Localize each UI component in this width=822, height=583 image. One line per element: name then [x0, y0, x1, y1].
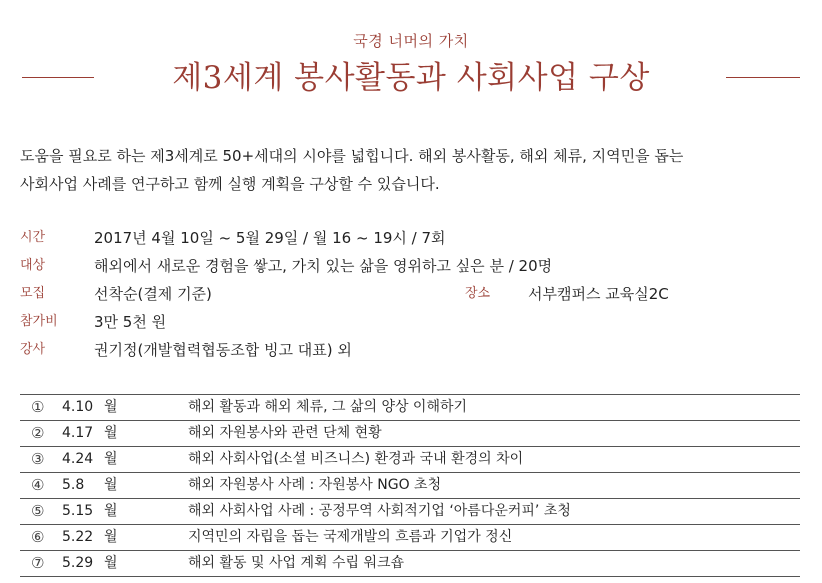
- table-row: [20, 499, 800, 525]
- session-topic: 해외 사회사업 사례 : 공정무역 사회적기업 ‘아름다운커피’ 초청: [188, 503, 571, 519]
- place-label: 장소: [465, 286, 491, 301]
- table-row: [20, 473, 800, 499]
- page-title: 제3세계 봉사활동과 사회사업 구상: [172, 60, 650, 96]
- period-label: 시간: [20, 230, 46, 245]
- intro-line-1: 도움을 필요로 하는 제3세계로 50+세대의 시야를 넓힙니다. 해외 봉사활동, 해외 체류, 지역민을 돕는: [20, 147, 684, 165]
- instructor-value: 권기정(개발협력협동조합 빙고 대표) 외: [94, 341, 352, 359]
- table-row: [20, 551, 800, 577]
- session-topic: 해외 자원봉사와 관련 단체 현황: [188, 425, 382, 441]
- table-row: [20, 395, 800, 421]
- session-number: ③: [31, 450, 45, 468]
- instructor-label: 강사: [20, 342, 46, 357]
- session-topic: 지역민의 자립을 돕는 국제개발의 흐름과 기업가 정신: [188, 529, 513, 545]
- session-number: ⑥: [31, 528, 45, 546]
- target-value: 해외에서 새로운 경험을 쌓고, 가치 있는 삶을 영위하고 싶은 분 / 20명: [94, 257, 553, 275]
- table-row: [20, 447, 800, 473]
- session-number: ⑦: [31, 554, 45, 572]
- session-weekday: 월: [104, 425, 118, 441]
- session-weekday: 월: [104, 399, 118, 415]
- intro-text: [20, 142, 810, 198]
- session-date: 5.8: [62, 477, 85, 493]
- schedule-table: [20, 394, 800, 577]
- session-topic: 해외 활동과 해외 체류, 그 삶의 양상 이해하기: [188, 399, 468, 415]
- session-date: 4.10: [62, 399, 94, 415]
- session-date: 5.29: [62, 555, 94, 571]
- target-label: 대상: [20, 258, 46, 273]
- session-number: ④: [31, 476, 45, 494]
- session-number: ①: [31, 398, 45, 416]
- subtitle: 국경 너머의 가치: [353, 32, 469, 50]
- session-number: ②: [31, 424, 45, 442]
- session-number: ⑤: [31, 502, 45, 520]
- session-date: 4.24: [62, 451, 94, 467]
- recruit-label: 모집: [20, 286, 46, 301]
- session-weekday: 월: [104, 477, 118, 493]
- session-weekday: 월: [104, 529, 118, 545]
- session-topic: 해외 활동 및 사업 계획 수립 워크숍: [188, 555, 405, 571]
- table-row: [20, 421, 800, 447]
- table-row: [20, 525, 800, 551]
- session-date: 5.22: [62, 529, 94, 545]
- fee-value: 3만 5천 원: [94, 313, 167, 331]
- session-weekday: 월: [104, 503, 118, 519]
- intro-line-2: 사회사업 사례를 연구하고 함께 실행 계획을 구상할 수 있습니다.: [20, 175, 440, 193]
- recruit-value: 선착순(결제 기준): [94, 285, 212, 303]
- fee-label: 참가비: [20, 314, 58, 329]
- title-row: [0, 56, 822, 100]
- place-value: 서부캠퍼스 교육실2C: [528, 285, 669, 303]
- session-weekday: 월: [104, 555, 118, 571]
- session-date: 5.15: [62, 503, 94, 519]
- period-value: 2017년 4월 10일 ~ 5월 29일 / 월 16 ~ 19시 / 7회: [94, 229, 446, 247]
- title-rule-right: [726, 77, 800, 78]
- session-topic: 해외 자원봉사 사례 : 자원봉사 NGO 초청: [188, 477, 442, 493]
- session-weekday: 월: [104, 451, 118, 467]
- session-date: 4.17: [62, 425, 94, 441]
- session-topic: 해외 사회사업(소셜 비즈니스) 환경과 국내 환경의 차이: [188, 451, 524, 467]
